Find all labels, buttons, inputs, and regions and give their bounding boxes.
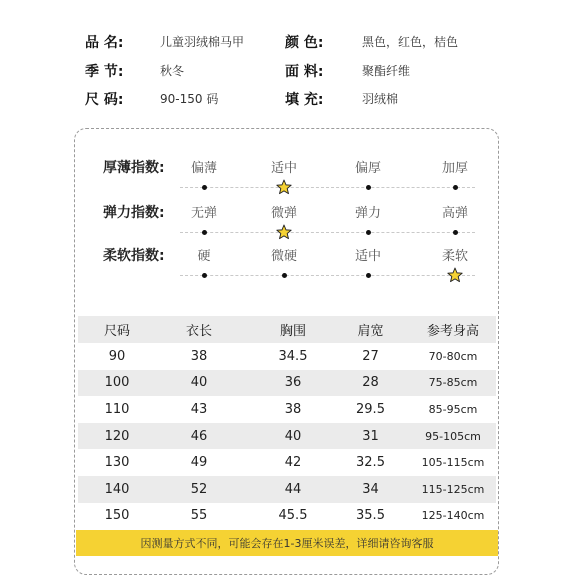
table-cell: 115-125cm <box>421 482 485 496</box>
scale-dot <box>366 185 371 190</box>
table-cell: 45.5 <box>278 508 308 524</box>
scale-dot <box>282 273 287 278</box>
index-option: 弹力 <box>354 206 381 221</box>
table-cell: 95-105cm <box>425 429 481 443</box>
index-option: 柔软 <box>441 249 468 264</box>
table-cell: 42 <box>284 455 302 471</box>
table-row <box>78 476 496 503</box>
spec-size-label: 尺 码: <box>85 92 124 108</box>
table-cell: 28 <box>362 375 379 391</box>
table-header-cell: 参考身高 <box>426 324 479 339</box>
elasticity-index-label: 弹力指数: <box>103 205 165 221</box>
table-cell: 27 <box>362 348 379 364</box>
spec-filling-value: 羽绒棉 <box>362 92 399 106</box>
table-header-cell: 衣长 <box>185 324 212 339</box>
table-cell: 34.5 <box>278 348 308 364</box>
table-cell: 35.5 <box>356 508 385 524</box>
spec-season-value: 秋冬 <box>160 64 185 78</box>
spec-filling-label: 填 充: <box>285 92 324 108</box>
thickness-index-label: 厚薄指数: <box>103 160 165 176</box>
selected-star-icon <box>276 179 292 195</box>
table-cell: 90 <box>108 348 126 364</box>
softness-index-label: 柔软指数: <box>103 248 165 264</box>
table-cell: 150 <box>104 508 130 524</box>
table-header-row <box>78 316 496 343</box>
table-row <box>78 503 496 530</box>
table-cell: 70-80cm <box>428 349 478 363</box>
size-table <box>78 316 496 529</box>
index-option: 高弹 <box>441 206 468 221</box>
table-cell: 31 <box>362 428 379 444</box>
index-option: 适中 <box>270 161 297 176</box>
table-row <box>78 423 496 450</box>
table-cell: 100 <box>104 375 130 391</box>
table-cell: 125-140cm <box>421 509 485 523</box>
index-option: 偏薄 <box>190 161 217 176</box>
table-cell: 46 <box>190 428 208 444</box>
table-cell: 140 <box>104 481 130 497</box>
table-cell: 40 <box>190 375 208 391</box>
table-cell: 105-115cm <box>421 456 485 470</box>
selected-star-icon <box>276 224 292 240</box>
table-row <box>78 343 496 370</box>
index-option: 硬 <box>197 249 211 264</box>
scale-dot <box>202 185 207 190</box>
table-cell: 32.5 <box>356 455 385 471</box>
index-option: 加厚 <box>441 161 468 176</box>
table-cell: 38 <box>284 401 302 417</box>
table-cell: 44 <box>284 481 302 497</box>
table-cell: 36 <box>284 375 302 391</box>
spec-season-label: 季 节: <box>85 64 124 80</box>
table-header-cell: 尺码 <box>103 324 130 339</box>
table-cell: 130 <box>104 455 130 471</box>
scale-dot <box>453 185 458 190</box>
spec-name-label: 品 名: <box>85 35 124 51</box>
index-option: 微弹 <box>270 206 297 221</box>
table-cell: 85-95cm <box>428 402 478 416</box>
table-cell: 38 <box>190 348 208 364</box>
scale-dot <box>366 230 371 235</box>
table-header-cell: 胸围 <box>279 324 306 339</box>
table-cell: 55 <box>190 508 208 524</box>
table-row <box>78 396 496 423</box>
spec-fabric-value: 聚酯纤维 <box>362 64 411 78</box>
scale-dot <box>366 273 371 278</box>
spec-fabric-label: 面 料: <box>285 64 324 80</box>
spec-color-label: 颜 色: <box>285 35 324 51</box>
index-scale-line <box>180 275 475 276</box>
table-cell: 120 <box>104 428 130 444</box>
table-cell: 52 <box>190 481 208 497</box>
index-option: 微硬 <box>270 249 297 264</box>
scale-dot <box>202 273 207 278</box>
table-cell: 34 <box>362 481 379 497</box>
table-cell: 40 <box>284 428 302 444</box>
table-header-cell: 肩宽 <box>357 324 384 339</box>
table-row <box>78 449 496 476</box>
index-option: 适中 <box>354 249 381 264</box>
table-cell: 49 <box>190 455 208 471</box>
table-cell: 43 <box>190 401 208 417</box>
spec-size-value: 90-150 码 <box>160 92 219 106</box>
index-option: 偏厚 <box>354 161 381 176</box>
index-scale-line <box>180 232 475 233</box>
scale-dot <box>453 230 458 235</box>
table-cell: 29.5 <box>356 401 385 417</box>
spec-name-value: 儿童羽绒棉马甲 <box>160 35 245 49</box>
table-row <box>78 370 496 397</box>
selected-star-icon <box>447 267 463 283</box>
scale-dot <box>202 230 207 235</box>
spec-color-value: 黑色，红色，桔色 <box>362 35 459 49</box>
table-cell: 75-85cm <box>428 376 478 390</box>
index-option: 无弹 <box>190 206 217 221</box>
index-scale-line <box>180 187 475 188</box>
measurement-note: 因测量方式不同，可能会存在1-3厘米误差，详细请咨询客服 <box>76 530 498 556</box>
table-cell: 110 <box>104 401 130 417</box>
